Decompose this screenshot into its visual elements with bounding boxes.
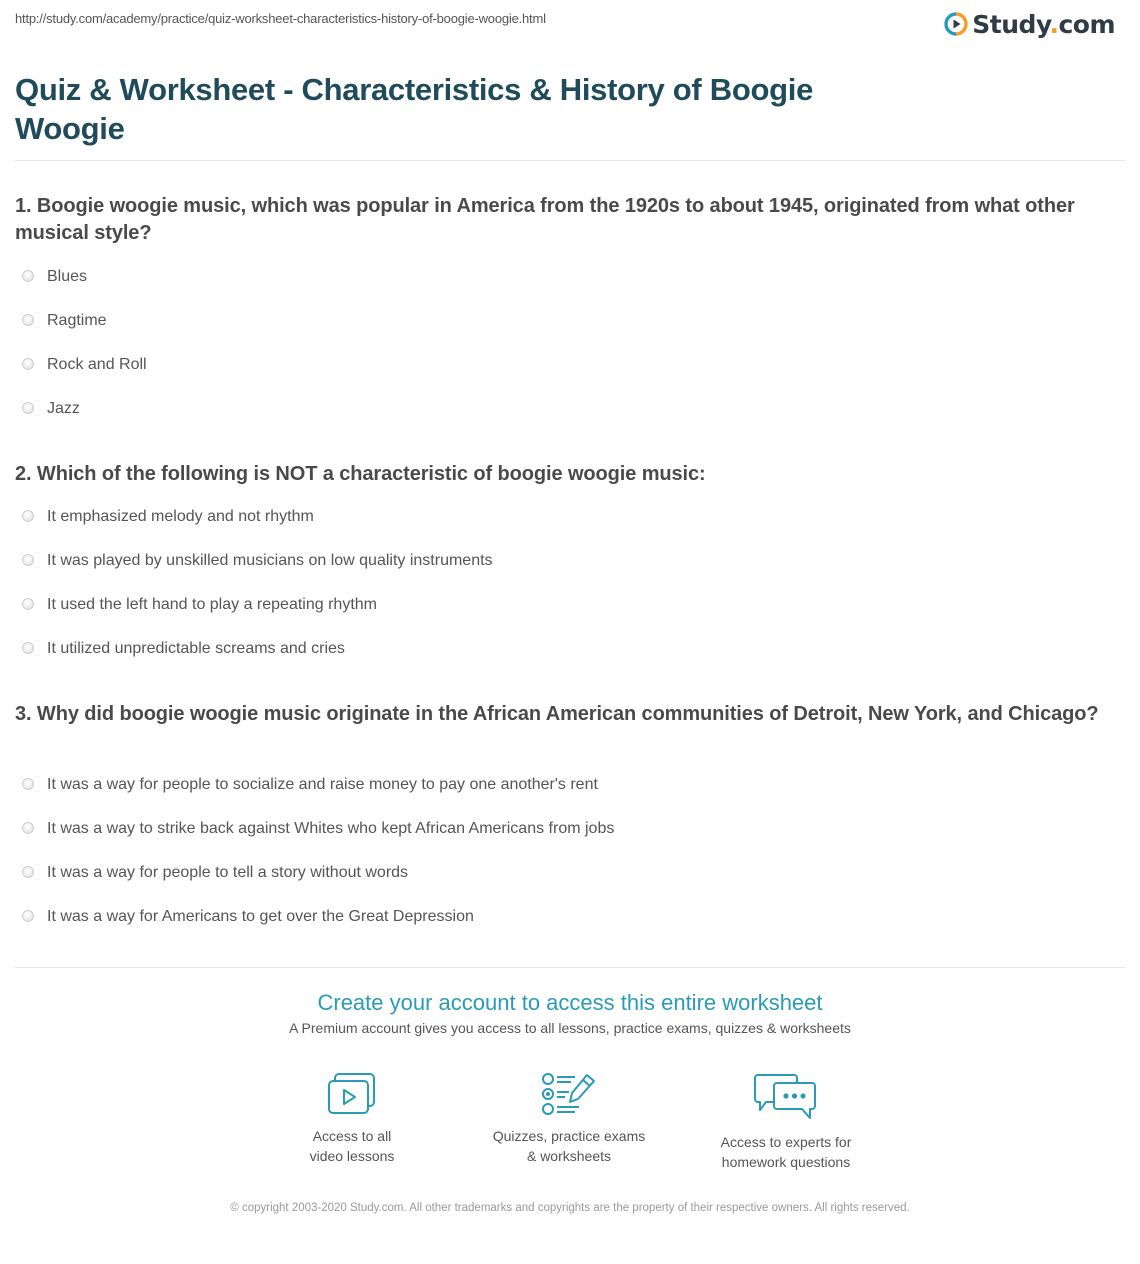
divider [15,160,1125,161]
feature-label: Access to experts for homework questions [720,1134,852,1170]
answer-option[interactable]: It emphasized melody and not rhythm [22,506,314,528]
video-lessons-icon [326,1072,378,1116]
feature-label: Access to all video lessons [309,1128,395,1164]
create-account-link[interactable]: Create your account to access this entire worksheet [317,990,823,1015]
answer-option[interactable]: Jazz [22,398,80,420]
feature-video-lessons [262,1072,442,1166]
radio-button[interactable] [22,778,34,790]
answer-option[interactable]: It used the left hand to play a repeating rhythm [22,594,377,616]
feature-experts [696,1072,876,1172]
play-circle-icon [944,12,968,36]
chat-bubbles-icon [754,1072,818,1122]
question-3: 3. Why did boogie woogie music originate in the African American communities of Detroit, New York, and Chicago? [15,703,1099,725]
radio-button[interactable] [22,910,34,922]
radio-button[interactable] [22,554,34,566]
radio-button[interactable] [22,598,34,610]
divider [15,967,1125,968]
page-title: Quiz & Worksheet - Characteristics & History of Boogie Woogie [15,72,814,146]
answer-option[interactable]: It was a way for Americans to get over the Great Depression [22,906,474,928]
answer-option[interactable]: Ragtime [22,310,107,332]
answer-option[interactable]: It was a way for people to socialize and raise money to pay one another's rent [22,774,598,796]
answer-option[interactable]: It utilized unpredictable screams and cries [22,638,345,660]
question-1: 1. Boogie woogie music, which was popular in America from the 1920s to about 1945, originated from what other musical style? [15,195,1075,244]
copyright-text: © copyright 2003-2020 Study.com. All other trademarks and copyrights are the property of their respective owners. All rights reserved. [230,1202,910,1214]
radio-button[interactable] [22,402,34,414]
feature-label: Quizzes, practice exams & worksheets [492,1128,646,1164]
cta-subtitle: A Premium account gives you access to all lessons, practice exams, quizzes & worksheets [289,1020,851,1036]
radio-button[interactable] [22,510,34,522]
answer-option[interactable]: It was a way to strike back against Whites who kept African Americans from jobs [22,818,614,840]
logo-text: Study.com [972,9,1115,39]
answer-option[interactable]: It was played by unskilled musicians on low quality instruments [22,550,493,572]
radio-button[interactable] [22,866,34,878]
radio-button[interactable] [22,270,34,282]
answer-option[interactable]: Blues [22,266,87,288]
radio-button[interactable] [22,358,34,370]
page-url: http://study.com/academy/practice/quiz-worksheet-characteristics-history-of-boogie-woogie.html [15,11,546,26]
answer-option[interactable]: Rock and Roll [22,354,147,376]
feature-quizzes [479,1072,659,1166]
question-2: 2. Which of the following is NOT a characteristic of boogie woogie music: [15,463,706,485]
quiz-checklist-icon [541,1072,597,1116]
radio-button[interactable] [22,314,34,326]
radio-button[interactable] [22,822,34,834]
radio-button[interactable] [22,642,34,654]
study-logo[interactable] [944,8,1115,40]
answer-option[interactable]: It was a way for people to tell a story without words [22,862,408,884]
